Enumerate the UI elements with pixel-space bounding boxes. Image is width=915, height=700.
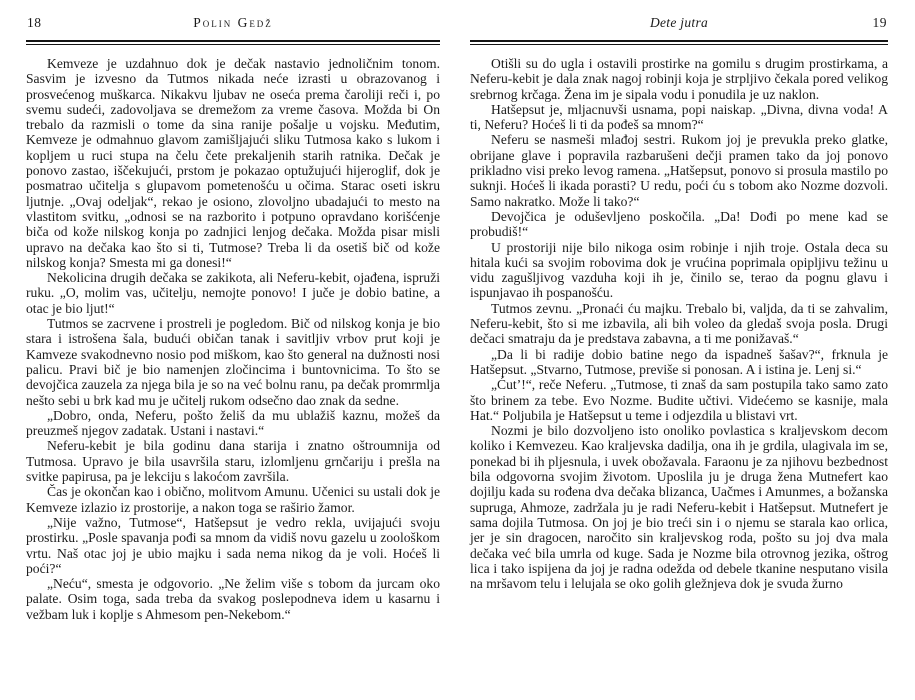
- paragraph: Neferu-kebit je bila godinu dana starija i znatno oštroumnija od Tutmosa. Upravo je bila usavršila staru, izlomljenu grnčariju i prešla na svitke papirusa, pa je lekciju s lakoćom završila.: [26, 438, 440, 485]
- paragraph: Tutmos se zacrvene i prostreli je pogledom. Bič od nilskog konja je bio stara i istrošena šala, budući običan tanak i savitljiv vrbov prut koji je Kamveze svakodnevno nosio pod miškom, kao što general na dužnosti nosi palicu. Pravi bič je bio namenjen zločincima i buntovnicima. To što se devojčica zauzela za njega bila je so na već bolnu ranu, pa dečak promrmlja nešto sebi u brk kad mu je učitelj rukom odsečno dao znak da sedne.: [26, 316, 440, 408]
- paragraph: U prostoriji nije bilo nikoga osim robinje i njih troje. Ostala deca su hitala kući sa svojim robovima dok je vrućina poprimala opipljivu težinu u vidu zagušljivog vazduha koji ih je, činilo se, terao da pognu glavu i ispunjavao ih pospanošću.: [470, 239, 888, 301]
- paragraph: Nekolicina drugih dečaka se zakikota, ali Neferu-kebit, ojađena, ispruži ruku. „O, molim vas, učitelju, nemojte ponovo! I juče je dobio batine, a otac je bio ljut!“: [26, 270, 440, 316]
- page-number-left: 18: [27, 15, 42, 30]
- running-header-author: Polin Gedž: [193, 15, 273, 30]
- page-header-right: [470, 13, 888, 40]
- paragraph: Devojčica je oduševljeno poskočila. „Da! Dođi po mene kad se probudiš!“: [470, 208, 888, 240]
- paragraph: Otišli su do ugla i ostavili prostirke na gomilu s drugim prostirkama, a Neferu-kebit je dala znak nagoj robinji koja je strpljivo čekala pored velikog srebrnog krčaga. Žena im je sipala vodu i ponudila je uz naklon.: [470, 56, 888, 102]
- paragraph: Tutmos zevnu. „Pronaći ću majku. Trebalo bi, valjda, da ti se zahvalim, Neferu-kebit, što si me izbavila, ali bih voleo da gledaš svoja posla. Drugi dečaci smatraju da je predstava zabavna, a ti me ponižavaš.“: [470, 300, 888, 347]
- page-header-left: [26, 13, 440, 40]
- paragraph: „Neću“, smesta je odgovorio. „Ne želim više s tobom da jurcam oko palate. Osim toga, sada treba da svakog poslepodneva idem u kasarnu i vežbam luk i koplje s Ahmesom pen-Nekebom.“: [26, 576, 440, 622]
- header-rule-left: [26, 40, 440, 45]
- paragraph: Nozmi je bilo dozvoljeno isto onoliko povlastica s kraljevskom decom koliko i Kemvezeu. Kao kraljevska dadilja, ona ih je grdila, ulagivala im se, ponekad bi ih pljesnula, i uvek obožavala. Faraonu je za njihovu bezbednost bila odgovorna svojim životom. Uposlila ju je druga žena Mutnefert kao dojilju kada su rođena dva dečaka blizanca, Uačmes i Amunmes, a božanska supruga, Ahmoze, zadržala ju je radi Neferu-kebit i Hatšepsut. Mutnefert je sama dojila Tutmosa. On joj je bio treći sin i o njemu se starala kao orlica, jer je sin dragocen, naročito sin kraljevskog roda, pošto su joj dva mala dečaka već bila umrla od kuge. Sada je Nozme bila otrovnog jezika, oštrog lica i tako ispijena da joj je radna odežda od debele tkanine nesputano visila na mršavom telu i lelujala se oko golih gležnjeva dok je svuda žurno: [470, 423, 888, 592]
- paragraph: „Ćut’!“, reče Neferu. „Tutmose, ti znaš da sam postupila tako samo zato što brinem za tebe. Evo Nozme. Budite učtivi. Videćemo se kasnije, mala Hat.“ Poljubila je Hatšepsut u teme i odjezdila u blistavi vrt.: [470, 377, 888, 423]
- paragraph: „Nije važno, Tutmose“, Hatšepsut je vedro rekla, uvijajući svoju prostirku. „Posle spavanja pođi sa mnom da vidiš novu gazelu u zoološkom vrtu. Naš otac joj je ubio majku i sada nema nikog da je voli. Hoćeš li poći?“: [26, 514, 440, 576]
- page-left: [0, 0, 457, 700]
- running-header-title: Dete jutra: [649, 15, 709, 30]
- paragraph: Čas je okončan kao i obično, molitvom Amunu. Učenici su ustali dok je Kemveze izlazio iz prostorije, a nakon toga se raširio žamor.: [26, 484, 440, 515]
- page-number-right: 19: [872, 15, 887, 30]
- page-body-left: [26, 56, 440, 622]
- page-body-right: [470, 56, 888, 591]
- paragraph: Neferu se nasmeši mlađoj sestri. Rukom joj je prevukla preko glatke, obrijane glave i popravila razbarušeni dečji pramen tako da joj ponovo prikladno visi preko levog ramena. „Hatšepsut, ponovo si prosula mastilo po suknji. Hoćeš li ikada porasti? U redu, poći ću s tobom ako Nozme dozvoli. Samo nakratko. Može li tako?“: [470, 132, 888, 209]
- paragraph: „Da li bi radije dobio batine nego da ispadneš šašav?“, frknula je Hatšepsut. „Stvarno, Tutmose, previše si ponosan. A i istina je. Lenj si.“: [470, 346, 888, 377]
- paragraph: Kemveze je uzdahnuo dok je dečak nastavio jednoličnim tonom. Sasvim je izvesno da Tutmos nikada neće izrasti u obrazovanog i prosvećenog muškarca. Nikakvu ljubav ne oseća prema čaroliji reči i, po svemu sudeći, zadovoljava se dremežom za vreme časova. Možda bi On trebalo da razmisli o tome da sina ranije pošalje u vojsku. Međutim, Kemveze je odmahnuo glavom zamišljajući sliku Tutmosa kako s lukom i kopljem u ruci stupa na čelu čete prekaljenih starih ratnika. Dečak je ponovo zastao, iščekujući, prstom je pokazao optužujući hijeroglif, dok je posmatrao učitelja s glupavom pometenošću u očima. Starac oseti iskru ljutnje. „Ovaj odeljak“, rekao je osiono, zlovoljno ubadajući to mesto na vlastitom svitku, „odnosi se na razborito i potpuno opravdano korišćenje biča od kože nilskog konja po zadnjici lenjog dečaka. Možda pisar misli upravo na dečaka kao što si ti, Tutmose? Treba li da osetiš bič od kože nilskog konja? Smesta mi ga donesi!“: [26, 56, 440, 270]
- page-right: [457, 0, 915, 700]
- paragraph: Hatšepsut je, mljacnuvši usnama, popi naiskap. „Divna, divna voda! A ti, Neferu? Hoćeš li ti da pođeš sa mnom?“: [470, 101, 888, 133]
- header-rule-right: [470, 40, 888, 45]
- paragraph: „Dobro, onda, Neferu, pošto želiš da mu ublažiš kaznu, možeš da preuzmeš njegov zadatak. Ustani i nastavi.“: [26, 407, 440, 439]
